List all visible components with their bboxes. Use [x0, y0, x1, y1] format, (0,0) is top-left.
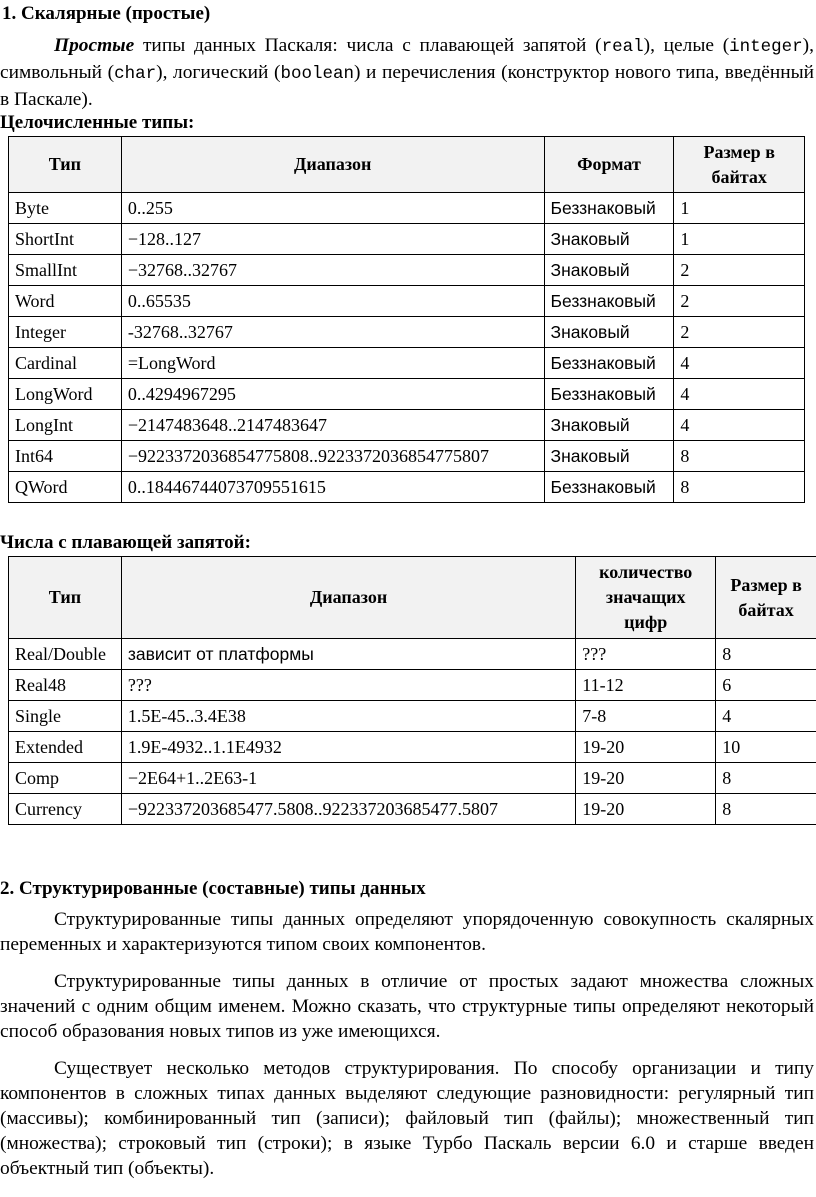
table-cell: 4: [674, 410, 805, 441]
table-cell: 4: [674, 379, 805, 410]
table-cell: 19-20: [576, 794, 716, 825]
table-cell: 8: [716, 639, 816, 670]
float-types-heading: Числа с плавающей запятой:: [0, 532, 251, 553]
section-2-paragraph: Существует несколько методов структурирования. По способу организации и типу компонентов в сложных типах данных выделяют следующие разновидности: регулярный тип (массивы); комбинированный тип (записи); файловый тип (файлы); множественный тип (множества); строковый тип (строки); в языке Турбо Паскаль версии 6.0 и старше введен объектный тип (объекты).: [0, 1058, 814, 1179]
table-cell: ShortInt: [9, 224, 122, 255]
intro-code-char: char: [114, 64, 157, 84]
section-2-heading: 2. Структурированные (составные) типы данных: [0, 878, 426, 899]
table-cell: LongInt: [9, 410, 122, 441]
integer-table-row: [9, 348, 805, 379]
table-cell: Byte: [9, 193, 122, 224]
integer-table-row: [9, 410, 805, 441]
table-cell: 6: [716, 670, 816, 701]
table-cell: 2: [674, 286, 805, 317]
table-cell: 4: [674, 348, 805, 379]
table-cell: 0..65535: [121, 286, 544, 317]
table-cell: 10: [716, 732, 816, 763]
table-cell: 2: [674, 317, 805, 348]
integer-table-row: [9, 286, 805, 317]
table-cell: 11-12: [576, 670, 716, 701]
table-cell: 8: [716, 794, 816, 825]
table-cell: −2147483648..2147483647: [121, 410, 544, 441]
intro-code-integer: integer: [729, 37, 803, 57]
intro-text-5: ) и перечисления (конструктор нового типа, введённый в Паскале).: [0, 62, 814, 110]
section-1-intro: [0, 33, 814, 112]
table-cell: 7-8: [576, 701, 716, 732]
column-header: Формат: [544, 137, 674, 193]
table-cell: 2: [674, 255, 805, 286]
float-table-row: [9, 732, 816, 763]
table-cell: ???: [121, 670, 575, 701]
intro-text-4: ), логический (: [156, 62, 281, 83]
table-cell: Currency: [9, 794, 122, 825]
table-cell: 8: [716, 763, 816, 794]
table-cell: Знаковый: [544, 317, 674, 348]
table-cell: Знаковый: [544, 255, 674, 286]
table-cell: Беззнаковый: [544, 348, 674, 379]
column-header: Диапазон: [121, 557, 575, 639]
table-cell: QWord: [9, 472, 122, 503]
table-cell: Single: [9, 701, 122, 732]
table-cell: Real48: [9, 670, 122, 701]
table-cell: Real/Double: [9, 639, 122, 670]
float-table-row: [9, 701, 816, 732]
table-cell: −9223372036854775808..9223372036854775807: [121, 441, 544, 472]
table-cell: Знаковый: [544, 410, 674, 441]
table-cell: 1: [674, 193, 805, 224]
table-cell: 8: [674, 441, 805, 472]
section-1-heading: 1. Скалярные (простые): [2, 3, 211, 24]
column-header: Тип: [9, 137, 122, 193]
table-cell: Беззнаковый: [544, 193, 674, 224]
column-header: Тип: [9, 557, 122, 639]
integer-table-row: [9, 224, 805, 255]
table-cell: =LongWord: [121, 348, 544, 379]
table-cell: Word: [9, 286, 122, 317]
integer-table-row: [9, 441, 805, 472]
table-cell: −128..127: [121, 224, 544, 255]
table-cell: Беззнаковый: [544, 472, 674, 503]
table-cell: Беззнаковый: [544, 379, 674, 410]
table-cell: зависит от платформы: [121, 639, 575, 670]
column-header: Размер в байтах: [674, 137, 805, 193]
float-types-table: [8, 556, 816, 825]
table-cell: Comp: [9, 763, 122, 794]
table-cell: Extended: [9, 732, 122, 763]
integer-table-row: [9, 317, 805, 348]
table-cell: 19-20: [576, 763, 716, 794]
float-table-row: [9, 639, 816, 670]
intro-code-boolean: boolean: [280, 64, 354, 84]
integer-types-heading: Целочисленные типы:: [0, 112, 195, 133]
table-cell: Integer: [9, 317, 122, 348]
table-cell: −32768..32767: [121, 255, 544, 286]
integer-table-row: [9, 379, 805, 410]
intro-text-3: ), символьный (: [0, 35, 814, 83]
integer-table-header-row: [9, 137, 805, 193]
table-cell: 4: [716, 701, 816, 732]
table-cell: 0..4294967295: [121, 379, 544, 410]
intro-text-1: типы данных Паскаля: числа с плавающей запятой (: [134, 35, 602, 56]
intro-text-2: ), целые (: [643, 35, 730, 56]
float-table-row: [9, 794, 816, 825]
table-cell: 1.9E-4932..1.1E4932: [121, 732, 575, 763]
table-cell: LongWord: [9, 379, 122, 410]
column-header: Размер в байтах: [716, 557, 816, 639]
table-cell: ???: [576, 639, 716, 670]
table-cell: 0..18446744073709551615: [121, 472, 544, 503]
section-2-paragraph: Структурированные типы данных определяют упорядоченную совокупность скалярных переменных и характеризуются типом своих компонентов.: [0, 909, 814, 955]
table-cell: 0..255: [121, 193, 544, 224]
intro-code-real: real: [601, 37, 644, 57]
table-cell: 19-20: [576, 732, 716, 763]
section-2-paragraph: Структурированные типы данных в отличие от простых задают множества сложных значений с одним общим именем. Можно сказать, что структурные типы определяют некоторый способ образования новых типов из уже имеющихся.: [0, 971, 814, 1042]
float-table-row: [9, 763, 816, 794]
integer-table-row: [9, 255, 805, 286]
float-table-row: [9, 670, 816, 701]
column-header: Диапазон: [121, 137, 544, 193]
integer-types-table: [8, 136, 805, 503]
table-cell: −2E64+1..2E63-1: [121, 763, 575, 794]
integer-table-row: [9, 472, 805, 503]
table-cell: Знаковый: [544, 224, 674, 255]
table-cell: Int64: [9, 441, 122, 472]
table-cell: 8: [674, 472, 805, 503]
table-cell: Cardinal: [9, 348, 122, 379]
table-cell: SmallInt: [9, 255, 122, 286]
table-cell: 1.5E-45..3.4E38: [121, 701, 575, 732]
table-cell: −922337203685477.5808..922337203685477.5807: [121, 794, 575, 825]
table-cell: 1: [674, 224, 805, 255]
integer-table-row: [9, 193, 805, 224]
table-cell: -32768..32767: [121, 317, 544, 348]
column-header: количество значащих цифр: [576, 557, 716, 639]
table-cell: Знаковый: [544, 441, 674, 472]
section-2-body: [0, 907, 814, 1181]
intro-lead: Простые: [54, 35, 135, 56]
float-table-header-row: [9, 557, 816, 639]
table-cell: Беззнаковый: [544, 286, 674, 317]
